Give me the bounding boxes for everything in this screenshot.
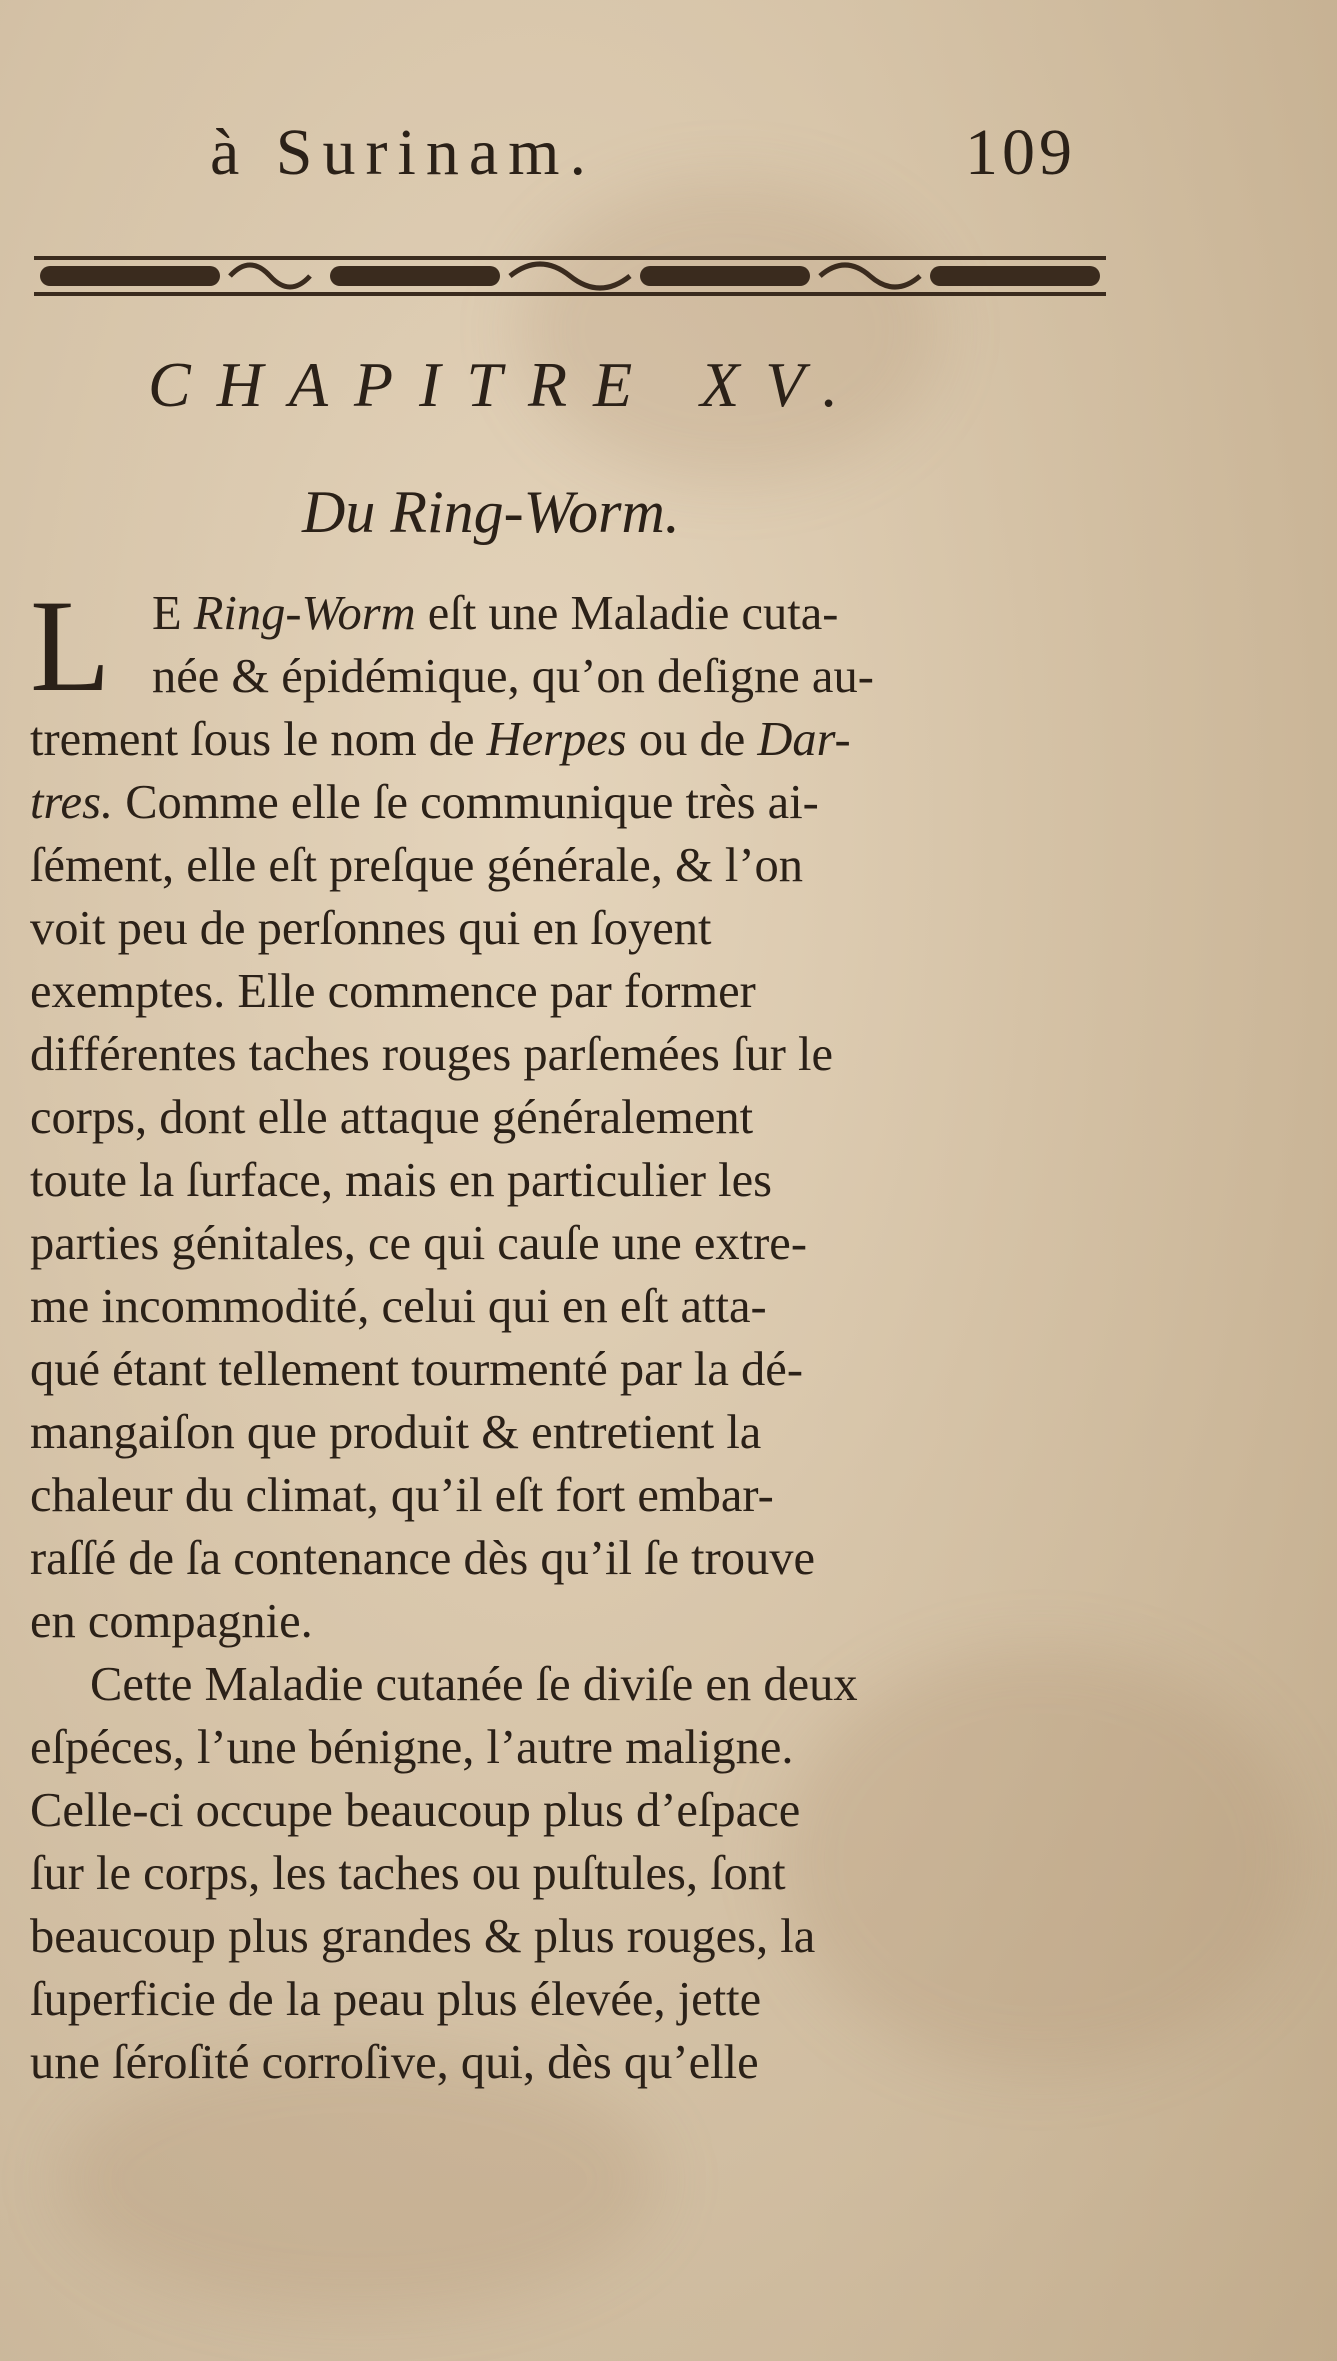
text-run: raſſé de ſa contenance dès qu’il ſe trouve [30, 1532, 816, 1585]
text-line [30, 1212, 1120, 1275]
text-run: qué étant tellement tourmenté par la dé- [30, 1343, 803, 1396]
chapter-title: CHAPITRE XV. [148, 349, 865, 420]
text-run: eſpéces, l’une bénigne, l’autre maligne. [30, 1721, 794, 1774]
italic-text-run: Ring-Worm [193, 587, 416, 640]
running-head [210, 115, 1110, 205]
decorative-border-icon [30, 248, 1110, 304]
italic-text-run: Herpes [486, 713, 627, 766]
text-line [30, 708, 1120, 771]
text-run: eſt une Maladie cuta- [415, 587, 839, 640]
text-line [30, 1716, 1120, 1779]
running-head-title: à Surinam. [210, 116, 596, 189]
text-line [30, 1653, 1120, 1716]
text-line [30, 1527, 1120, 1590]
text-run: me incommodité, celui qui en eſt atta- [30, 1280, 767, 1333]
text-line [30, 1149, 1120, 1212]
text-line [30, 2031, 1120, 2094]
text-run: Cette Maladie cutanée ſe diviſe en deux [90, 1658, 858, 1711]
text-run: beaucoup plus grandes & plus rouges, la [30, 1910, 816, 1963]
chapter-subtitle: Du Ring-Worm. [302, 479, 680, 545]
text-run: ou de [626, 713, 758, 766]
text-line [30, 1338, 1120, 1401]
text-run: Celle-ci occupe beaucoup plus d’eſpace [30, 1784, 801, 1837]
paragraph-1 [30, 572, 1120, 1653]
text-line [30, 771, 1120, 834]
text-run: E [152, 587, 194, 640]
text-line [30, 1590, 1120, 1653]
text-line [30, 1779, 1120, 1842]
text-run: chaleur du climat, qu’il eſt fort embar- [30, 1469, 774, 1522]
text-run: une ſéroſité corroſive, qui, dès qu’elle [30, 2036, 759, 2089]
drop-cap: L [30, 572, 111, 719]
text-run: ſur le corps, les taches ou puſtules, ſont [30, 1847, 786, 1900]
text-run: ſuperficie de la peau plus élevée, jette [30, 1973, 762, 2026]
text-run: ſément, elle eſt preſque générale, & l’on [30, 839, 803, 892]
text-line [30, 960, 1120, 1023]
text-line [30, 1275, 1120, 1338]
italic-text-run: tres. [30, 776, 114, 829]
text-line [30, 834, 1120, 897]
text-line [30, 1968, 1120, 2031]
text-line [30, 1401, 1120, 1464]
text-run: née & épidémique, qu’on deſigne au- [152, 650, 874, 703]
text-line [30, 897, 1120, 960]
text-run: en compagnie. [30, 1595, 313, 1648]
text-line [30, 582, 1120, 645]
text-line [30, 645, 1120, 708]
paper-stain [520, 180, 940, 480]
text-run: mangaiſon que produit & entretient la [30, 1406, 762, 1459]
text-line [30, 1842, 1120, 1905]
text-run: voit peu de perſonnes qui en ſoyent [30, 902, 712, 955]
text-line [30, 1464, 1120, 1527]
page-number: 109 [965, 116, 1076, 189]
text-run: trement ſous le nom de [30, 713, 487, 766]
text-line [30, 1023, 1120, 1086]
text-line [30, 1905, 1120, 1968]
text-run: corps, dont elle attaque généralement [30, 1091, 754, 1144]
text-run: parties génitales, ce qui cauſe une extre- [30, 1217, 807, 1270]
text-run: différentes taches rouges parſemées ſur le [30, 1028, 834, 1081]
italic-text-run: Dar- [757, 713, 851, 766]
body-text [30, 572, 1120, 2094]
text-run: exemptes. Elle commence par former [30, 965, 756, 1018]
text-run: Comme elle ſe communique très ai- [113, 776, 819, 829]
paragraph-2 [30, 1653, 1120, 2094]
text-line [30, 1086, 1120, 1149]
text-run: toute la ſurface, mais en particulier les [30, 1154, 772, 1207]
